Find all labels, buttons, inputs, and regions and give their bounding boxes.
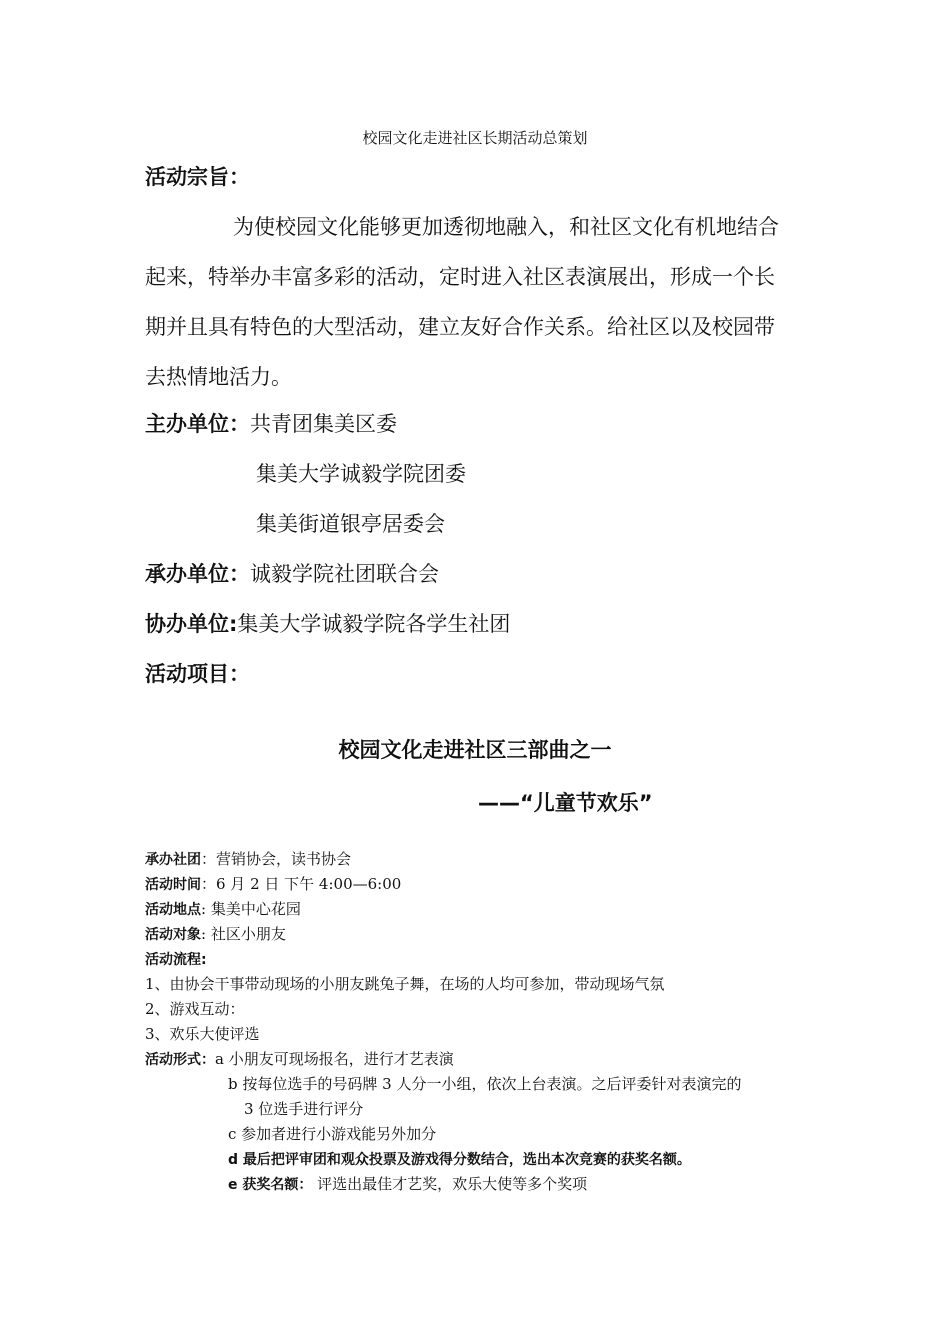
place-value: : 集美中心花园 — [201, 900, 301, 918]
undertaker-row — [145, 561, 439, 587]
form-item-b-cont: 3 位选手进行评分 — [244, 1100, 364, 1118]
organizer-item: 共青团集美区委 — [250, 412, 397, 436]
form-item-c: c 参加者进行小游戏能另外加分 — [228, 1125, 437, 1143]
awards-value: 评选出最佳才艺奖，欢乐大使等多个奖项 — [312, 1175, 588, 1193]
form-label: 活动形式： — [145, 1052, 215, 1068]
organizer-item: 集美街道银亭居委会 — [256, 512, 445, 536]
flow-item: 1、由协会干事带动现场的小朋友跳兔子舞，在场的人均可参加，带动现场气氛 — [145, 975, 665, 993]
organizer-item: 集美大学诚毅学院团委 — [256, 462, 466, 486]
organizers-row — [145, 411, 397, 437]
audience-label: 活动对象 — [145, 927, 201, 943]
audience-row — [145, 924, 286, 945]
flow-item: 3、欢乐大使评选 — [145, 1025, 260, 1043]
co-organizer-row — [145, 611, 510, 637]
place-label: 活动地点 — [145, 902, 201, 918]
co-organizer-value: 集美大学诚毅学院各学生社团 — [237, 612, 511, 636]
form-row-a — [145, 1049, 454, 1070]
flow-item: 2、游戏互动： — [145, 1000, 245, 1018]
projects-label: 活动项目： — [145, 662, 250, 686]
document-title: 校园文化走进社区长期活动总策划 — [362, 129, 588, 147]
undertaker-value: 诚毅学院社团联合会 — [250, 562, 439, 586]
awards-label: e 获奖名额： — [228, 1177, 313, 1193]
time-label: 活动时间 — [145, 877, 201, 893]
time-row — [145, 874, 401, 895]
purpose-label: 活动宗旨： — [145, 165, 250, 189]
host-club-label: 承办社团 — [145, 852, 201, 868]
organizers-label: 主办单位： — [145, 412, 250, 436]
co-organizer-label: 协办单位: — [145, 612, 238, 636]
form-item-e — [228, 1174, 587, 1195]
flow-label: 活动流程: — [145, 952, 207, 968]
section-title: 校园文化走进社区三部曲之一 — [338, 738, 612, 762]
time-value: ：6 月 2 日 下午 4:00—6:00 — [201, 875, 402, 893]
host-club-row — [145, 849, 351, 870]
host-club-value: ：营销协会，读书协会 — [201, 850, 352, 868]
purpose-text: 为使校园文化能够更加透彻地融入，和社区文化有机地结合起来，特举办丰富多彩的活动，定时进入社区表演展出，形成一个长期并且具有特色的大型活动，建立友好合作关系。给社区以及校园带去热情地活力。 — [145, 215, 779, 389]
form-item-b: b 按每位选手的号码牌 3 人分一小组，依次上台表演。之后评委针对表演完的 — [228, 1075, 742, 1093]
undertaker-label: 承办单位： — [145, 562, 250, 586]
audience-value: : 社区小朋友 — [201, 925, 286, 943]
form-item-d: d 最后把评审团和观众投票及游戏得分数结合，选出本次竞赛的获奖名额。 — [228, 1152, 691, 1168]
section-subtitle: ——“儿童节欢乐” — [478, 791, 653, 815]
place-row — [145, 899, 301, 920]
form-item-a: a 小朋友可现场报名，进行才艺表演 — [215, 1050, 454, 1068]
